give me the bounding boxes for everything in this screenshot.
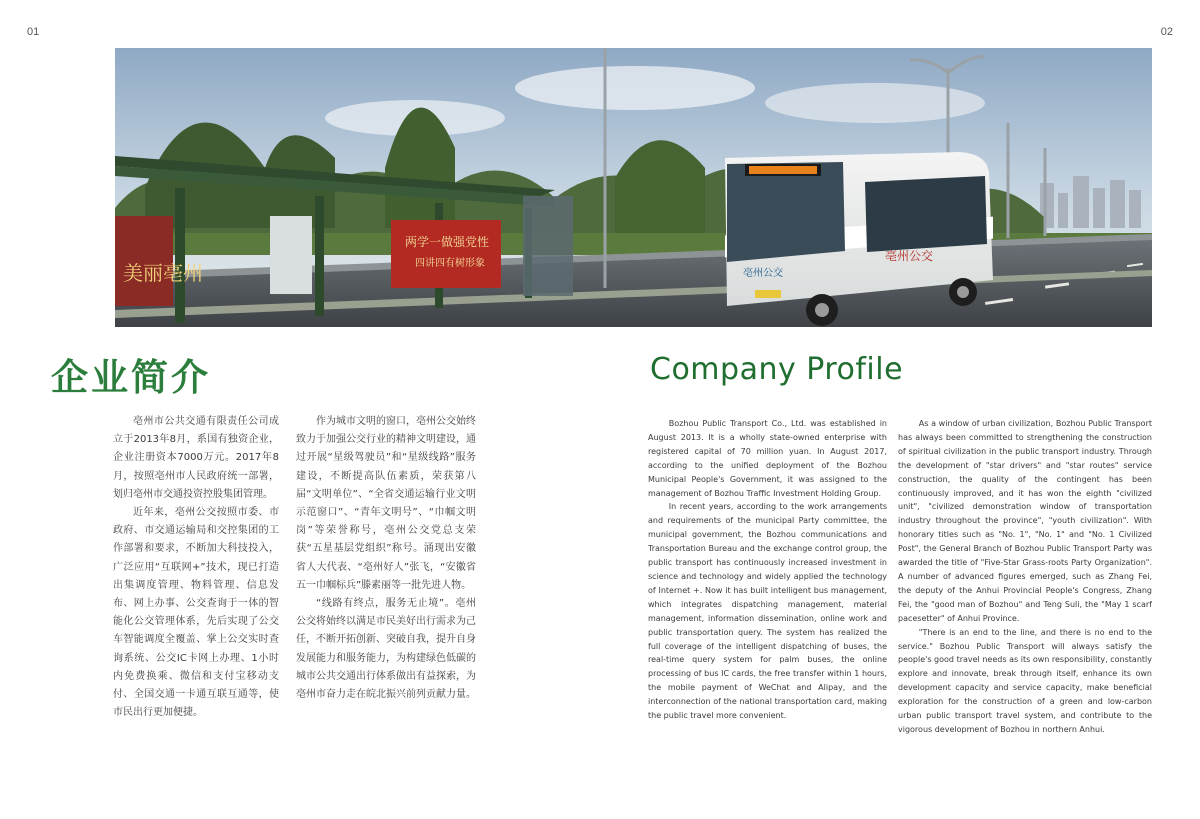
bus-side-sign: 亳州公交	[885, 249, 934, 263]
banner-line-2: 四讲四有树形象	[415, 258, 485, 269]
left-panel-text: 美丽亳州	[123, 261, 203, 285]
paragraph: 近年来，亳州公交按照市委、市政府、市交通运输局和交控集团的工作部署和要求，不断加大科技投入，广泛应用“互联网+”技术，现已打造出集调度管理、物料管理、信息发布、网上办事、公交查询于一体的智能化公交管理体系，先后实现了公交车智能调度全覆盖、掌上公交实时查询系统、公交IC卡网上办理、1小时内免费换乘、微信和支付宝移动支付、全国交通一卡通互联互通等，使市民出行更加便捷。	[113, 507, 279, 719]
page-title-chinese: 企业简介	[51, 356, 211, 399]
bus-front-sign: 亳州公交	[743, 268, 783, 279]
paragraph: “线路有终点，服务无止境”。亳州公交将始终以满足市民美好出行需求为己任，不断开拓创新、突破自我，提升自身发展能力和服务能力，为构建绿色低碳的城市公共交通出行体系做出有益探索，为亳州市奋力走在皖北振兴前列贡献力量。	[296, 598, 476, 701]
paragraph: 亳州市公共交通有限责任公司成立于2013年8月，系国有独资企业，企业注册资本7000万元。2017年8月，按照亳州市人民政府统一部署，划归亳州市交通投资控股集团管理。	[113, 416, 279, 500]
bus-stop-photo	[115, 48, 1152, 327]
chinese-text-column-1	[113, 413, 279, 722]
chinese-text-column-2	[296, 413, 476, 704]
page-number-left: 01	[27, 26, 40, 38]
paragraph: Bozhou Public Transport Co., Ltd. was established in August 2013. It is a wholly state-owned enterprise with registered capital of 70 million yuan. In August 2017, according to the unified deployment of the Bozhou Municipal People's Government, it was assigned to the management of Bozhou Traffic Investment Holding Group.	[648, 419, 887, 498]
paragraph: As a window of urban civilization, Bozhou Public Transport has always been committed to strengthening the construction of spiritual civilization in the public transport industry. Through the development of "star drivers" and "star routes" service construction, the quality of the contingent has been continuously improved, and it has won the eighth "civilized unit", "civilized demonstration window of transportation industry throughout the province", "youth civilization". With honorary titles such as "No. 1", "No. 1" and "No. 1 Civilized Post", the General Branch of Bozhou Public Transport Party was awarded the title of "Five-Star Grass-roots Party Organization". A number of advanced figures emerged, such as Zhang Fei, the deputy of the Anhui Provincial People's Congress, Zhang Fei, the "good man of Bozhou" and Teng Suli, the "May 1 scarf pacesetter" of Anhui Province.	[898, 419, 1152, 623]
paragraph: In recent years, according to the work arrangements and requirements of the municipal Party committee, the municipal government, the Bozhou communications and Transportation Bureau and the exchange control group, the public transport has continuously increased investment in science and technology and widely applied the technology of Internet +. Now it has built intelligent bus management, which integrates dispatching management, material management, information dissemination, online work and public transportation query. The system has realized the full coverage of the intelligent dispatching of buses, the real-time query system for palm buses, the online processing of bus IC cards, the free transfer within 1 hours, the mobile payment of WeChat and Alipay, and the interconnection of the national transportation card, making the public travel more convenient.	[648, 502, 887, 721]
paragraph: 作为城市文明的窗口，亳州公交始终致力于加强公交行业的精神文明建设，通过开展“星级驾驶员”和“星级线路”服务建设，不断提高队伍素质，荣获第八届“文明单位”、“全省交通运输行业文明示范窗口”、“青年文明号”、“巾帼文明岗”等荣誉称号，亳州公交党总支荣获“五星基层党组织”称号。涌现出安徽省人大代表、“亳州好人”张飞，“安徽省五一巾帼标兵”滕素丽等一批先进人物。	[296, 416, 476, 591]
english-text-column-1	[648, 417, 887, 723]
english-text-column-2	[898, 417, 1152, 737]
page-number-right: 02	[1160, 26, 1173, 38]
page-title-english: Company Profile	[650, 352, 904, 387]
paragraph: "There is an end to the line, and there is no end to the service." Bozhou Public Transport will always satisfy the people's good travel needs as its own responsibility, constantly explore and innovate, break through itself, enhance its own development capacity and service capacity, make beneficial exploration for the construction of a green and low-carbon urban public transport travel system, and contribute to the vigorous development of Bozhou in northern Anhui.	[898, 627, 1152, 734]
banner-line-1: 两学一做强党性	[405, 235, 490, 249]
